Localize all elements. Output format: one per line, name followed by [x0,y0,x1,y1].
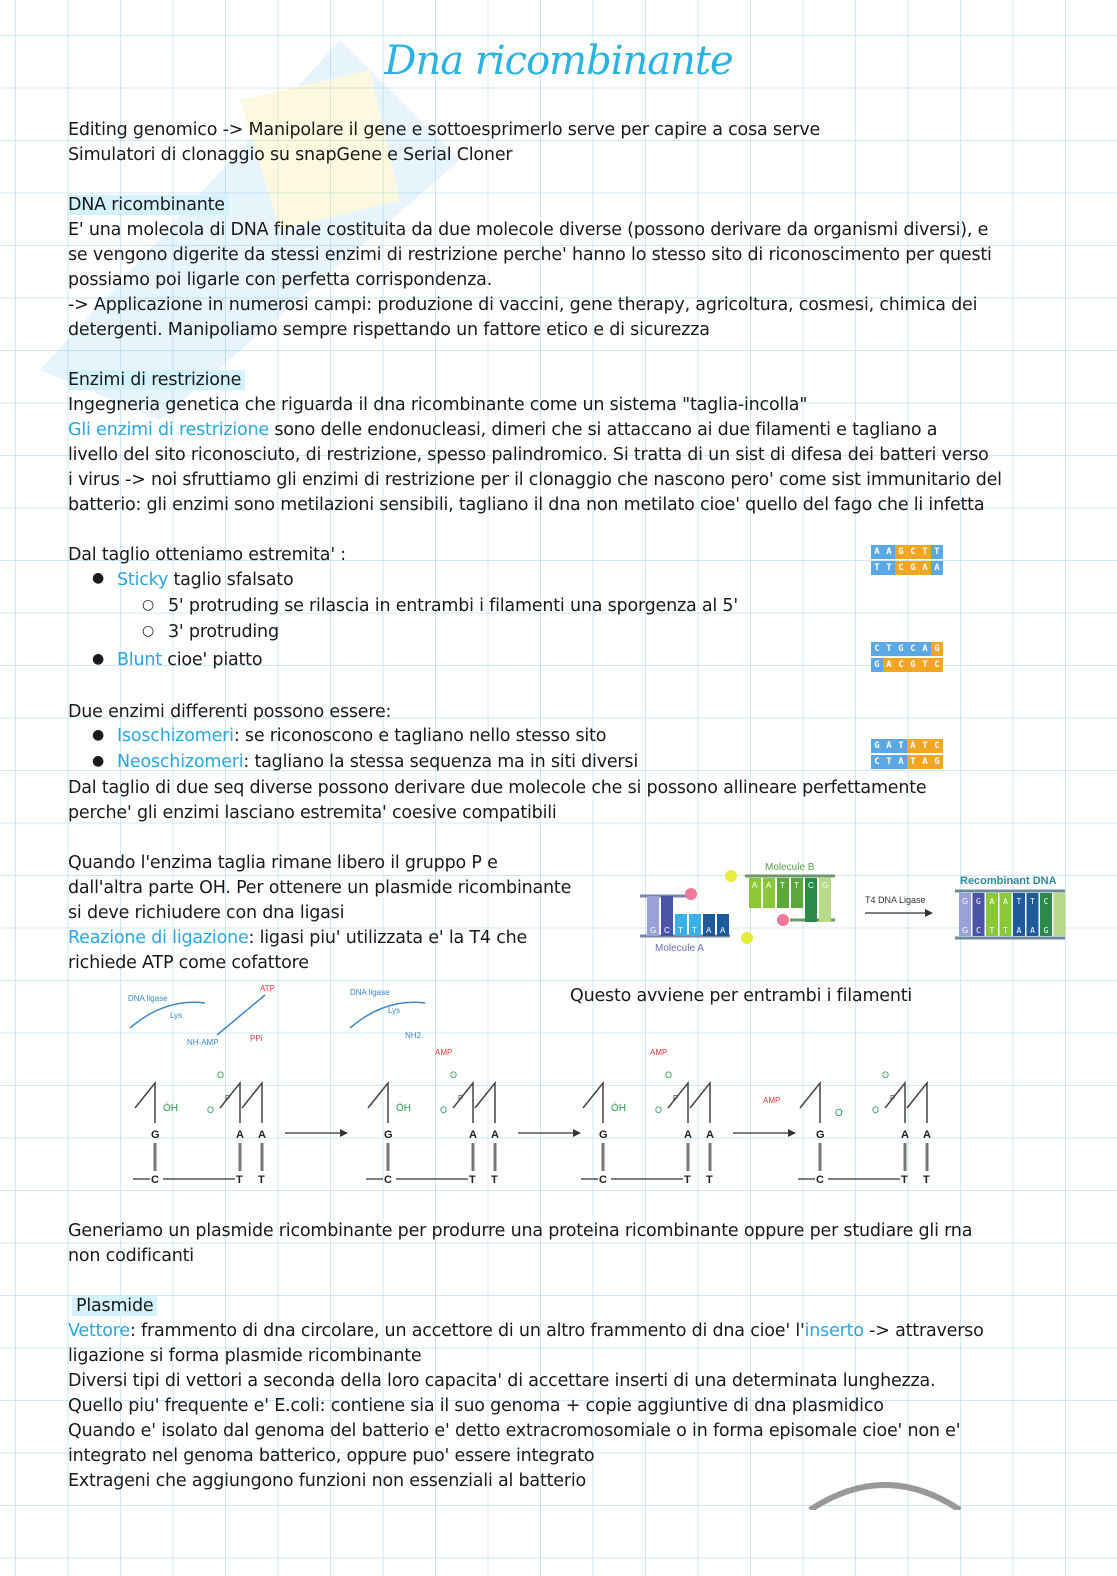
paragraph-line: si deve richiudere con dna ligasi [68,903,345,923]
nucleotide: G [907,658,919,672]
nucleotide: G [895,545,907,559]
bullet-icon: ● [92,727,105,743]
nucleotide: C [895,561,907,575]
atp-label: ATP [260,984,275,993]
base-label: A [706,926,712,935]
mechanism-step [366,1070,581,1186]
phosphate-label: P [673,1094,679,1103]
base-label: A [491,1129,499,1141]
ppi-label: PPi [250,1034,263,1043]
sequence-strand [871,755,943,769]
paragraph-line: Quando e' isolato dal genoma del batterio e' detto extracromosomiale o in forma episomale cioe' non e' [68,1421,961,1441]
hydroxyl-label: ÖH [163,1103,178,1114]
base-label: A [766,881,772,890]
bullet-icon: ● [92,753,105,769]
base-label: G [151,1129,160,1141]
result-label: Recombinant DNA [960,875,1057,887]
molecule-b-label: Molecule B [765,862,815,873]
phosphate-icon [725,870,737,882]
sequence-box [871,739,943,771]
base-label: T [901,1174,908,1186]
term-neoschizomeri: Neoschizomeri [117,752,244,772]
base-label: T [469,1174,476,1186]
circle-bullet-icon: ○ [142,623,155,639]
nucleotide: C [907,642,919,656]
section-heading-dna: DNA ricombinante [68,195,229,215]
base-label: T [678,926,683,935]
nucleotide: A [931,561,943,575]
base-label: A [684,1129,692,1141]
paragraph-line: E' una molecola di DNA finale costituita da due molecole diverse (possono derivare da organismi diversi), e [68,220,989,240]
base-label: C [808,881,814,890]
nucleotide: C [907,545,919,559]
sequence-strand [871,642,943,656]
base-label: T [684,1174,691,1186]
list-item [117,568,293,593]
ligase-label: DNA ligase [128,994,168,1003]
oxygen-label: O [835,1108,843,1119]
nucleotide: A [883,658,895,672]
nucleotide: G [871,658,883,672]
base-label: G [599,1129,608,1141]
list-item [117,724,606,749]
base-label: G [384,1129,393,1141]
paragraph-line: possiamo poi ligarle con perfetta corrispondenza. [68,270,493,290]
circle-bullet-icon: ○ [142,597,155,613]
sequence-box [871,642,943,674]
nucleotide: T [895,739,907,753]
molecule-a-label: Molecule A [655,943,704,954]
nucleotide: G [871,739,883,753]
nucleotide: G [931,755,943,769]
phosphate-label: P [225,1094,231,1103]
list-text: : tagliano la stessa sequenza ma in siti diversi [243,752,638,772]
sequence-strand [871,739,943,753]
nucleotide: A [883,545,895,559]
paragraph-line: Dal taglio otteniamo estremita' : [68,545,346,565]
oxygen-label: O [450,1070,458,1080]
nucleotide: C [871,755,883,769]
paragraph-line: Dal taglio di due seq diverse possono derivare due molecole che si possono allineare perfettamente [68,778,927,798]
oxygen-label: O [872,1105,880,1115]
amp-label: AMP [650,1048,668,1057]
paragraph-line [68,418,937,443]
nucleotide: T [919,658,931,672]
nucleotide: A [919,561,931,575]
phosphate-label: P [458,1094,464,1103]
nucleotide: T [919,545,931,559]
term-reazione: Reazione di ligazione [68,928,249,948]
paragraph-line: livello del sito riconosciuto, di restrizione, spesso palindromico. Si tratta di un sist di difesa dei batteri verso [68,445,989,465]
hydroxyl-label: ÖH [611,1103,626,1114]
paragraph-line: integrato nel genoma batterico, oppure puo' essere integrato [68,1446,595,1466]
list-item [117,648,262,673]
base-label: C [151,1174,159,1186]
base-label: A [901,1129,909,1141]
amp-label: AMP [763,1096,781,1105]
term-enzimi: Gli enzimi di restrizione [68,420,269,440]
nucleotide: A [895,755,907,769]
base-label: T [236,1174,243,1186]
paragraph-line: detergenti. Manipoliamo sempre rispettando un fattore etico e di sicurezza [68,320,710,340]
section-heading-enzimi: Enzimi di restrizione [68,370,245,390]
base-label: G [816,1129,825,1141]
nucleotide: T [931,545,943,559]
amp-label: AMP [435,1048,453,1057]
nucleotide: T [907,755,919,769]
base-label: G [650,926,657,935]
base-label: A [923,1129,931,1141]
sequence-strand [871,545,943,559]
paragraph-line: Ingegneria genetica che riguarda il dna ricombinante come un sistema "taglia-incolla" [68,395,808,415]
base-label: A [469,1129,477,1141]
base-label: A [752,881,758,890]
nucleotide: A [907,739,919,753]
term-vettore: Vettore [68,1321,130,1341]
term-inserto: inserto [804,1321,864,1341]
base-label: C [599,1174,607,1186]
hydroxyl-icon [777,914,789,926]
nucleotide: G [895,642,907,656]
hydroxyl-label: ÖH [396,1103,411,1114]
paragraph-line: Generiamo un plasmide ricombinante per produrre una proteina ricombinante oppure per studiare gli rna [68,1221,973,1241]
nucleotide: A [919,642,931,656]
paragraph-line [68,926,527,951]
plasmid-diagram-partial [800,1470,970,1510]
nucleotide: T [871,561,883,575]
nucleotide: A [919,755,931,769]
mechanism-step [581,1070,796,1186]
paragraph-line: perche' gli enzimi lasciano estremita' coesive compatibili [68,803,557,823]
oxygen-label: O [217,1070,225,1080]
paragraph-line: i virus -> noi sfruttiamo gli enzimi di restrizione per il clonaggio che nascono pero' come sist immunitario del [68,470,1002,490]
paragraph-line: Quando l'enzima taglia rimane libero il gruppo P e [68,853,498,873]
ligation-mechanism-figure [125,983,955,1188]
term-sticky: Sticky [117,570,169,590]
nucleotide: A [883,739,895,753]
caption: Questo avviene per entrambi i filamenti [570,986,913,1006]
sequence-strand [871,658,943,672]
list-text: taglio sfalsato [168,570,294,590]
paragraph-line: Extrageni che aggiungono funzioni non essenziali al batterio [68,1471,587,1491]
paragraph-line: dall'altra parte OH. Per ottenere un plasmide ricombinante [68,878,572,898]
paragraph-line: Quello piu' frequente e' E.coli: contiene sia il suo genoma + copie aggiuntive di dna plasmidico [68,1396,884,1416]
paragraph-text: : frammento di dna circolare, un accettore di un altro frammento di dna cioe' l' [130,1321,805,1341]
paragraph-line: batterio: gli enzimi sono metilazioni sensibili, tagliano il dna non metilato cioe' quello del fago che li infetta [68,495,985,515]
nucleotide: T [883,561,895,575]
paragraph-line: non codificanti [68,1246,194,1266]
base-label: C [816,1174,824,1186]
base-label: A [720,926,726,935]
paragraph-line: Diversi tipi di vettori a seconda della loro capacita' di accettare inserti di una determinata lunghezza. [68,1371,936,1391]
list-text: : se riconoscono e tagliano nello stesso sito [233,726,607,746]
base-label: G [822,881,829,890]
ligase-label: DNA ligase [350,988,390,997]
base-label: T [258,1174,265,1186]
base-label: T [706,1174,713,1186]
paragraph-line: -> Applicazione in numerosi campi: produzione di vaccini, gene therapy, agricoltura, cosmesi, chimica dei [68,295,978,315]
oxygen-label: O [882,1070,890,1080]
base-label: A [236,1129,244,1141]
nucleotide: C [931,739,943,753]
base-label: G [962,897,969,906]
oxygen-label: O [440,1105,448,1115]
list-text: cioe' piatto [161,650,263,670]
list-item: 5' protruding se rilascia in entrambi i filamenti una sporgenza al 5' [168,596,738,616]
nucleotide: G [931,642,943,656]
base-label: T [780,881,785,890]
nucleotide: G [907,561,919,575]
term-blunt: Blunt [117,650,162,670]
nucleotide: A [871,545,883,559]
paragraph-text: sono delle endonucleasi, dimeri che si attaccano ai due filamenti e tagliano a [268,420,938,440]
base-label: G [962,926,969,935]
term-isoschizomeri: Isoschizomeri [117,726,234,746]
nucleotide: C [871,642,883,656]
oxygen-label: O [655,1105,663,1115]
oxygen-label: O [207,1105,215,1115]
enzyme-label: T4 DNA Ligase [865,895,926,905]
ligation-figure [625,858,1075,963]
nucleotide: T [883,755,895,769]
paragraph-line [68,1319,984,1344]
bullet-icon: ● [92,651,105,667]
recombinant-top-sequence: GAATTC [976,897,1058,906]
list-item: 3' protruding [168,622,279,642]
mechanism-step [798,1070,931,1186]
bullet-icon: ● [92,570,105,586]
sequence-box [871,545,943,577]
recombinant-bottom-sequence: CTTAAG [976,926,1058,935]
base-label: T [794,881,799,890]
mechanism-step [133,1070,348,1186]
base-label: A [258,1129,266,1141]
sequence-strand [871,561,943,575]
paragraph-text: -> attraverso [863,1321,984,1341]
nucleotide: T [919,739,931,753]
paragraph-line: Due enzimi differenti possono essere: [68,702,392,722]
base-label: C [384,1174,392,1186]
lys-label: Lys [170,1011,183,1020]
nucleotide: C [895,658,907,672]
oxygen-label: O [665,1070,673,1080]
paragraph-line: ligazione si forma plasmide ricombinante [68,1346,422,1366]
hydroxyl-icon [685,888,697,900]
nh2-label: NH2 [405,1031,422,1040]
paragraph-line: richiede ATP come cofattore [68,953,309,973]
lys-label: Lys [388,1006,401,1015]
nh-amp-label: NH-AMP [187,1038,219,1047]
base-label: A [706,1129,714,1141]
intro-line: Simulatori di clonaggio su snapGene e Serial Cloner [68,145,513,165]
page-title: Dna ricombinante [384,38,733,84]
phosphate-icon [741,932,753,944]
phosphate-label: P [890,1094,896,1103]
base-label: T [692,926,697,935]
paragraph-text: : ligasi piu' utilizzata e' la T4 che [248,928,528,948]
list-item [117,750,638,775]
intro-line: Editing genomico -> Manipolare il gene e sottoesprimerlo serve per capire a cosa serve [68,120,821,140]
nucleotide: C [931,658,943,672]
base-label: T [923,1174,930,1186]
base-label: C [664,926,670,935]
nucleotide: T [883,642,895,656]
section-heading-plasmide: Plasmide [72,1296,157,1316]
base-label: T [491,1174,498,1186]
paragraph-line: se vengono digerite da stessi enzimi di restrizione perche' hanno lo stesso sito di riconoscimento per questi [68,245,992,265]
